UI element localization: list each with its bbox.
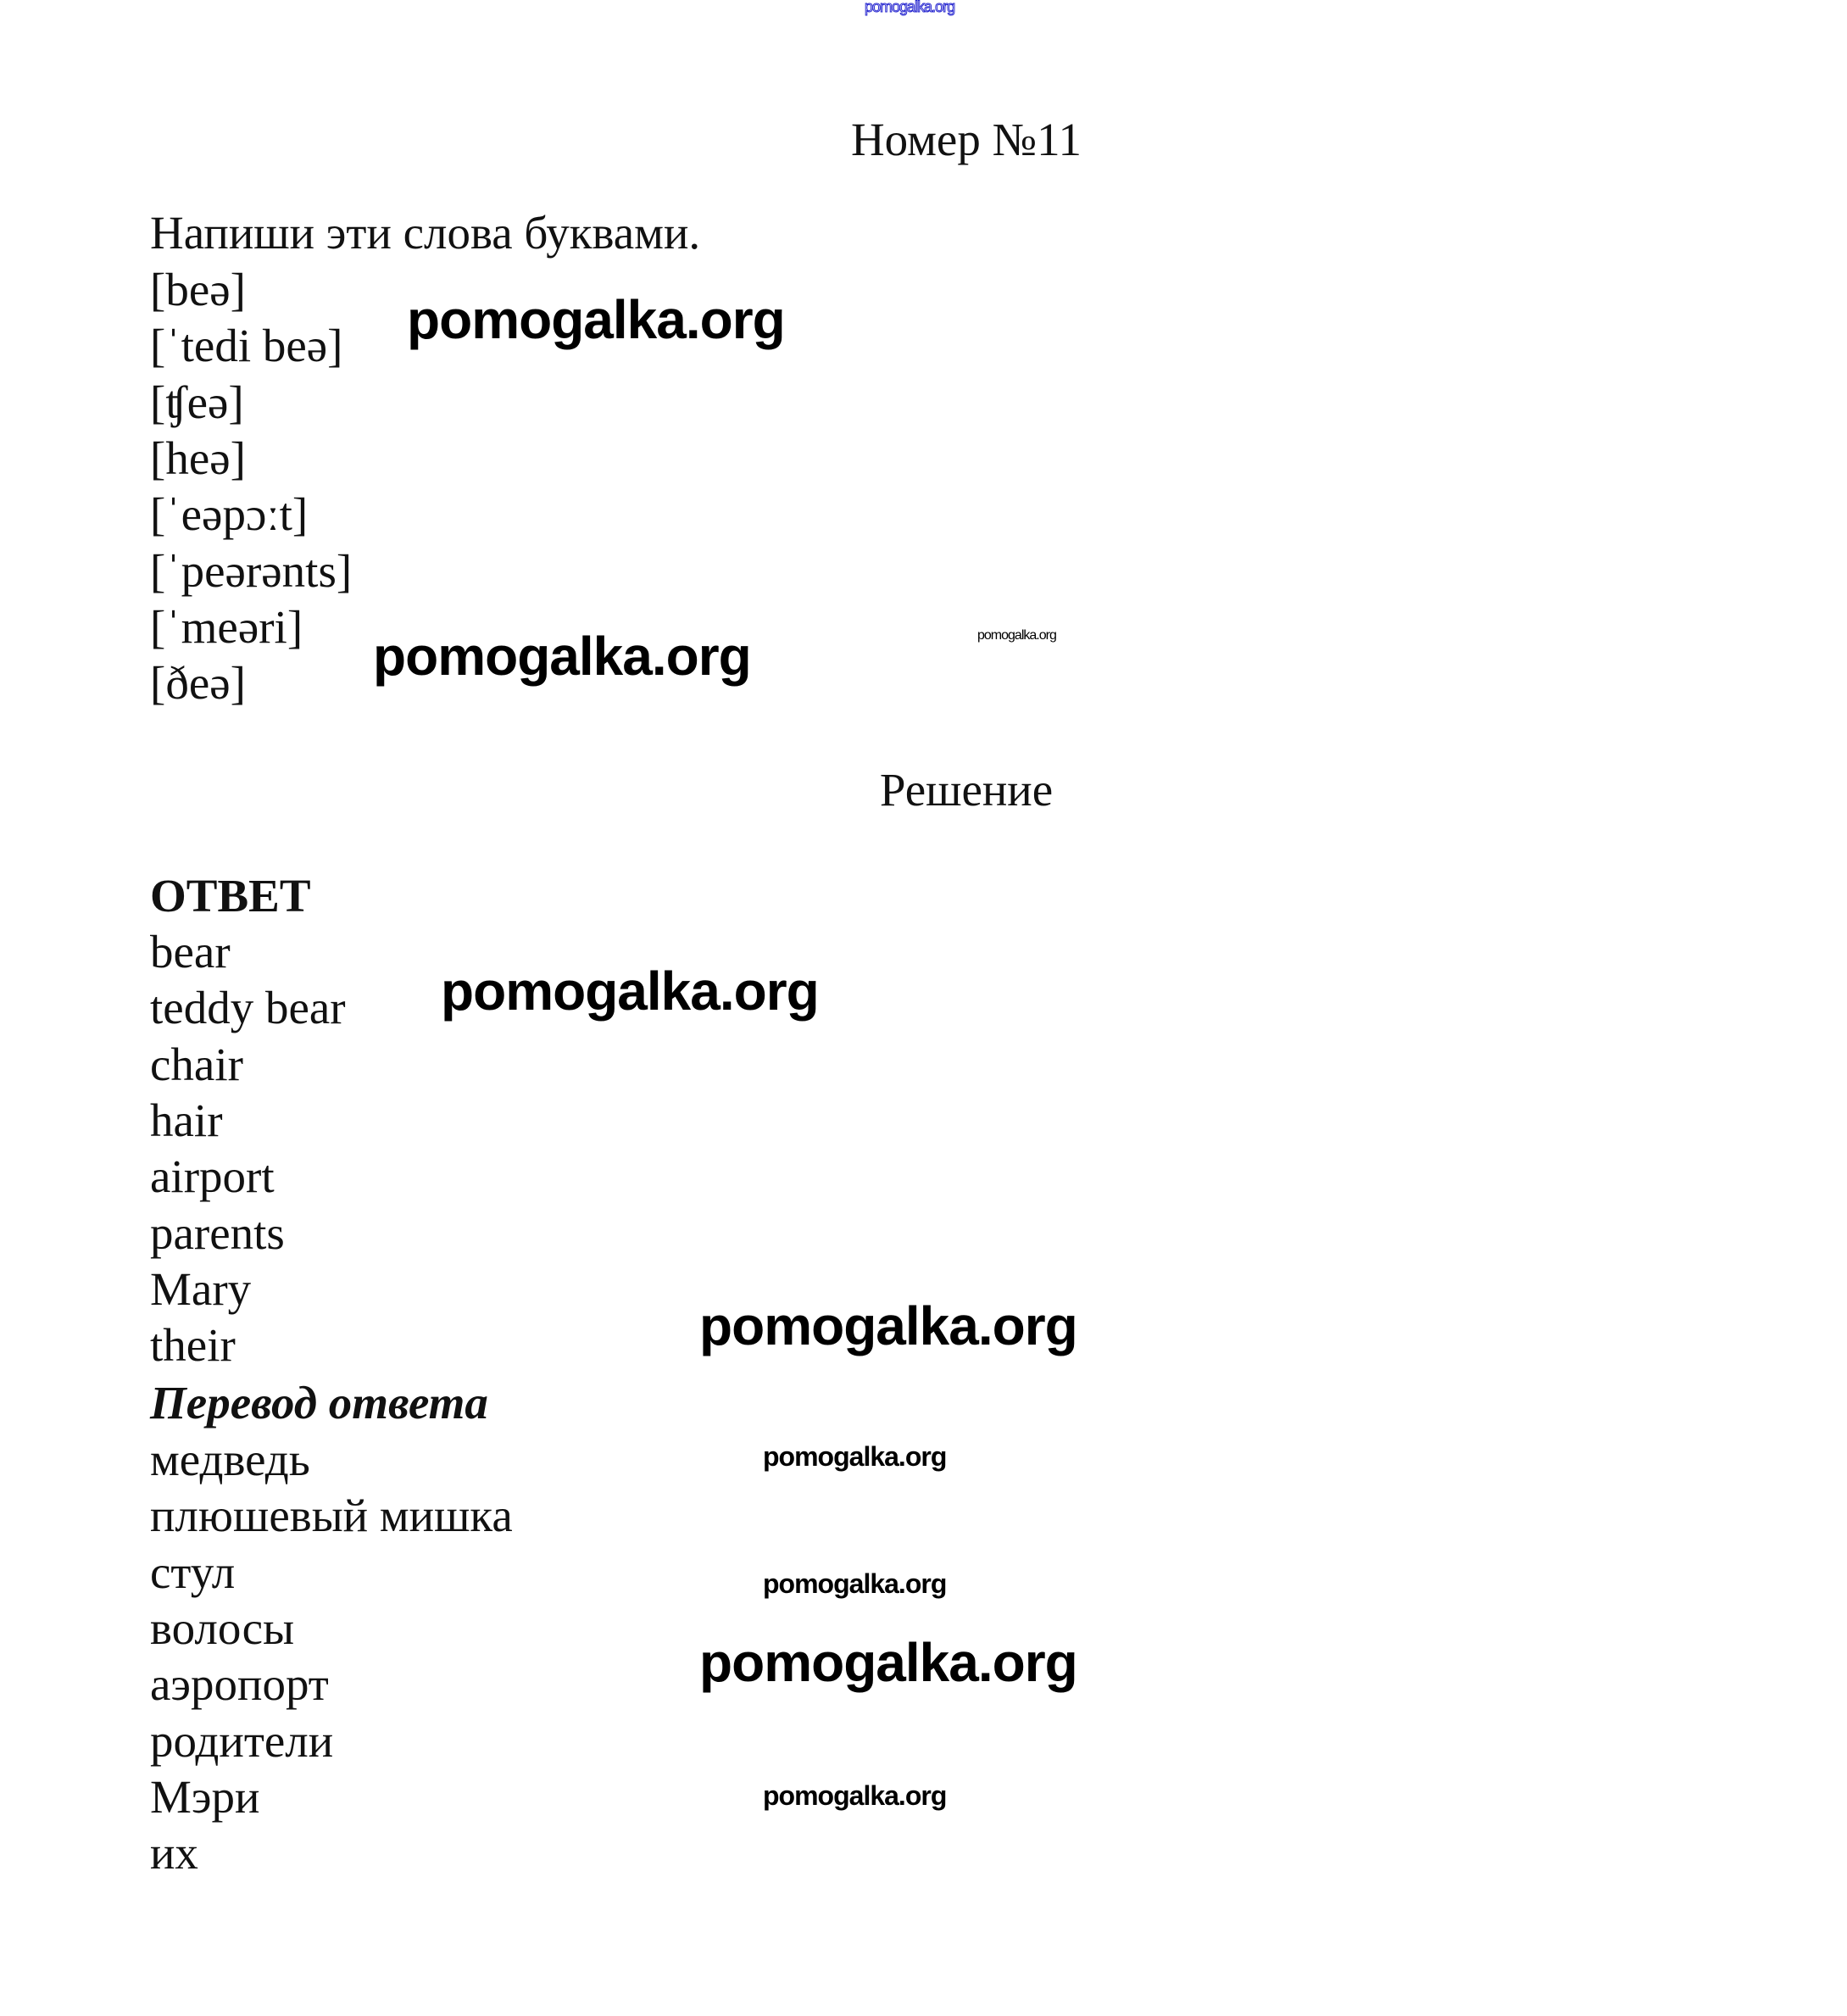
- translation-item: Мэри: [150, 1770, 260, 1823]
- answer-heading: ОТВЕТ: [150, 870, 311, 922]
- answer-item: bear: [150, 926, 231, 977]
- watermark-small: pomogalka.org: [763, 1441, 947, 1472]
- watermark: pomogalka.org: [441, 961, 819, 1022]
- answer-item: parents: [150, 1206, 285, 1259]
- watermark: pomogalka.org: [373, 626, 751, 687]
- watermark-small: pomogalka.org: [763, 1568, 947, 1599]
- translation-item: волосы: [150, 1601, 295, 1654]
- translation-item: родители: [150, 1714, 334, 1767]
- answer-item: hair: [150, 1094, 223, 1146]
- transcription-item: [beə]: [150, 264, 246, 315]
- transcription-item: [ˈtedi beə]: [150, 320, 343, 372]
- instruction: Напиши эти слова буквами.: [150, 207, 701, 259]
- watermark: pomogalka.org: [407, 289, 785, 350]
- translation-heading: Перевод ответа: [150, 1377, 488, 1428]
- translation-item: их: [150, 1827, 198, 1880]
- watermark-top: pomogalka.org: [865, 0, 955, 15]
- answer-item: their: [150, 1319, 236, 1372]
- transcription-item: [ˈpeərənts]: [150, 544, 353, 597]
- watermark-small: pomogalka.org: [763, 1780, 947, 1811]
- watermark: pomogalka.org: [699, 1632, 1077, 1693]
- answer-item: chair: [150, 1038, 243, 1090]
- transcription-item: [heə]: [150, 432, 246, 484]
- transcription-item: [ˈmeəri]: [150, 600, 303, 653]
- answer-item: teddy bear: [150, 982, 346, 1034]
- translation-item: стул: [150, 1545, 236, 1598]
- watermark: pomogalka.org: [699, 1295, 1077, 1356]
- page-title: Номер №11: [850, 114, 1082, 165]
- answer-item: airport: [150, 1150, 275, 1203]
- translation-item: аэропорт: [150, 1658, 329, 1711]
- answer-item: Mary: [150, 1262, 252, 1315]
- translation-item: плюшевый мишка: [150, 1490, 513, 1542]
- translation-item: медведь: [150, 1434, 310, 1485]
- transcription-item: [ˈeəpɔːt]: [150, 488, 309, 541]
- transcription-item: [ðeə]: [150, 657, 246, 710]
- transcription-item: [ʧeə]: [150, 376, 244, 428]
- watermark-small: pomogalka.org: [977, 628, 1056, 643]
- solution-heading: Решение: [879, 764, 1054, 816]
